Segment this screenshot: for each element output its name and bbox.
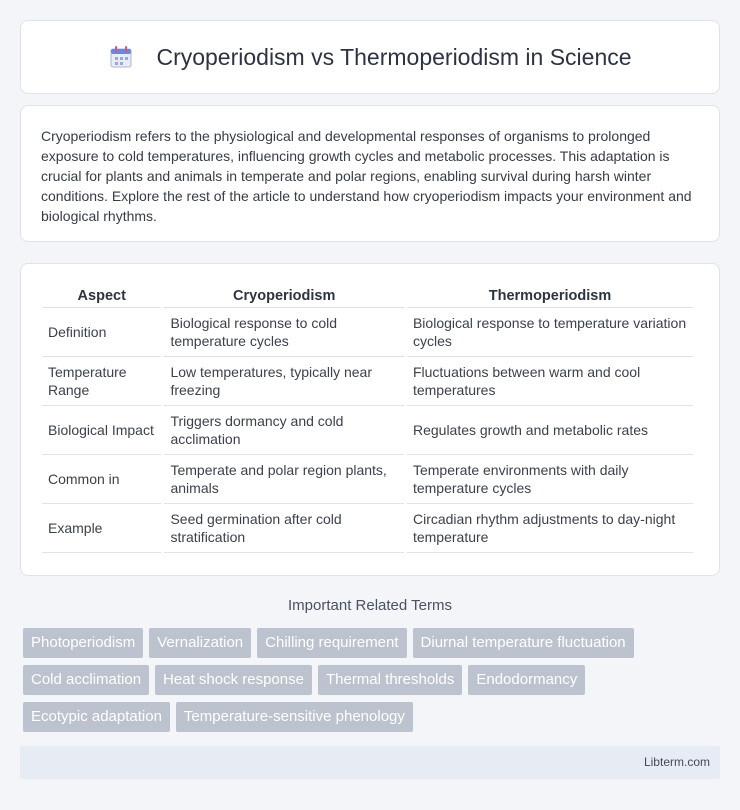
row-aspect: Temperature Range (42, 357, 161, 406)
related-term-tag[interactable]: Temperature-sensitive phenology (176, 702, 413, 732)
row-cryoperiodism: Biological response to cold temperature cycles (164, 308, 404, 357)
header-aspect: Aspect (42, 284, 161, 308)
row-aspect: Example (42, 504, 161, 553)
related-term-tag[interactable]: Ecotypic adaptation (23, 702, 170, 732)
related-term-tag[interactable]: Endodormancy (468, 665, 585, 695)
related-terms-list (23, 628, 723, 732)
intro-text: Cryoperiodism refers to the physiological and developmental responses of organisms to prolonged exposure to cold temperatures, influencing growth cycles and metabolic processes. This adaptation is crucial for plants and animals in temperate and polar regions, enabling survival during harsh winter conditions. Explore the rest of the article to understand how cryoperiodism impacts your environment and biological rhythms. (41, 128, 692, 224)
related-terms-heading: Important Related Terms (288, 597, 452, 614)
table-row (42, 504, 693, 553)
row-thermoperiodism: Fluctuations between warm and cool temperatures (407, 357, 693, 406)
header-card (20, 20, 720, 94)
table-row (42, 308, 693, 357)
header-thermoperiodism: Thermoperiodism (407, 284, 693, 308)
related-term-tag[interactable]: Photoperiodism (23, 628, 143, 658)
header-cryoperiodism: Cryoperiodism (164, 284, 404, 308)
related-term-tag[interactable]: Heat shock response (155, 665, 312, 695)
calendar-icon (108, 44, 134, 70)
comparison-table (39, 284, 696, 553)
related-term-tag[interactable]: Diurnal temperature fluctuation (413, 628, 634, 658)
table-row (42, 406, 693, 455)
row-cryoperiodism: Seed germination after cold stratification (164, 504, 404, 553)
related-term-tag[interactable]: Chilling requirement (257, 628, 406, 658)
row-thermoperiodism: Biological response to temperature variation cycles (407, 308, 693, 357)
table-header-row (42, 284, 693, 308)
comparison-card (20, 263, 720, 576)
title-wrap (108, 44, 631, 71)
intro-card (20, 105, 720, 242)
row-thermoperiodism: Regulates growth and metabolic rates (407, 406, 693, 455)
row-aspect: Definition (42, 308, 161, 357)
row-thermoperiodism: Circadian rhythm adjustments to day-night temperature (407, 504, 693, 553)
related-term-tag[interactable]: Thermal thresholds (318, 665, 462, 695)
row-thermoperiodism: Temperate environments with daily temperature cycles (407, 455, 693, 504)
row-aspect: Common in (42, 455, 161, 504)
related-term-tag[interactable]: Cold acclimation (23, 665, 149, 695)
row-aspect: Biological Impact (42, 406, 161, 455)
table-row (42, 455, 693, 504)
footer-site-link[interactable]: Libterm.com (643, 755, 710, 769)
footer (20, 746, 720, 779)
row-cryoperiodism: Temperate and polar region plants, animals (164, 455, 404, 504)
table-row (42, 357, 693, 406)
page-title: Cryoperiodism vs Thermoperiodism in Science (156, 43, 632, 70)
related-term-tag[interactable]: Vernalization (149, 628, 251, 658)
row-cryoperiodism: Low temperatures, typically near freezing (164, 357, 404, 406)
row-cryoperiodism: Triggers dormancy and cold acclimation (164, 406, 404, 455)
